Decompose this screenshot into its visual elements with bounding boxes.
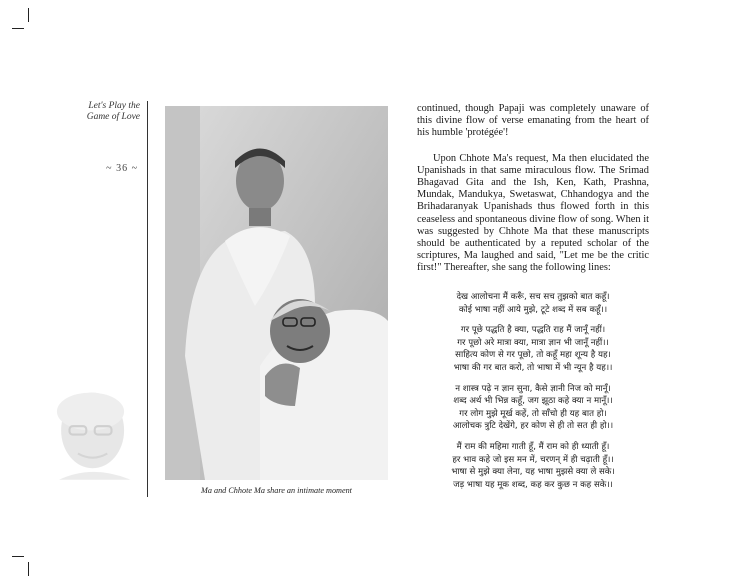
faded-portrait-image — [38, 380, 143, 485]
verse-line: गर पूछो अरे मात्रा क्या, मात्रा ज्ञान भी जानूँ नहीं।। — [457, 337, 609, 348]
crop-mark — [28, 8, 29, 22]
running-title — [60, 101, 140, 123]
paragraph: continued, though Papaji was completely unaware of this divine flow of verse emanating from the heart of his humble 'protégée'! — [417, 103, 649, 139]
verse-line: गर पूछे पद्धति है क्या, पद्धति राह मैं जानूँ नहीं। — [460, 325, 606, 336]
page-number: ~ 36 ~ — [106, 163, 138, 174]
verse-line: शब्द अर्थ भी भिन्न कहूँ, जग झूठा कहे क्या न मानूँ।। — [453, 396, 613, 407]
verse-line: भाषा से मुझे क्या लेना, यह भाषा मुझसे क्या ले सके। — [451, 467, 615, 478]
verse-line: गर लोग मुझे मूर्ख कहें, तो साँचो ही यह बात हो। — [459, 408, 607, 419]
verse-line: जड़ भाषा यह मूक शब्द, कह कर कुछ न कह सके।। — [453, 479, 613, 490]
verse-stanza — [417, 291, 649, 316]
crop-mark — [12, 28, 24, 29]
running-title-line: Game of Love — [86, 112, 140, 122]
verse-line: मैं राम की महिमा गाती हूँ, मैं राम को ही ध्याती हूँ। — [456, 441, 610, 452]
running-title-line: Let's Play the — [88, 101, 140, 111]
verse-stanza — [417, 441, 649, 491]
crop-mark — [28, 562, 29, 576]
verse-line: हर भाव कहे जो इस मन में, चरणन् में ही चढ़ाती हूँ।। — [452, 454, 614, 465]
verse-line: न शास्त्र पढ़े न ज्ञान सुना, कैसे ज्ञानी निज को मानूँ। — [455, 383, 611, 394]
column-divider — [147, 101, 148, 497]
paragraph: Upon Chhote Ma's request, Ma then elucidated the Upanishads in that same miraculous flow. The Srimad Bhagavad Gita and the Ish, Ken, Kath, Prashna, Mundak, Mandukya, Swetaswat, Chhandogya and the Brihadaranyak Upanishads thus flowed forth in this ceaseless and spontaneous divine flow of song. When it was suggested by Chhote Ma that these manuscripts should be authenticated by a reputed scholar of the scriptures, Ma laughed and said, "Let me be the critic first!" Thereafter, she sang the following lines: — [417, 152, 649, 274]
hindi-verses — [417, 291, 649, 499]
photograph — [165, 106, 388, 480]
verse-stanza — [417, 383, 649, 433]
figure-caption: Ma and Chhote Ma share an intimate moment — [201, 486, 352, 495]
crop-mark — [12, 556, 24, 557]
verse-line: आलोचक त्रुटि देखेंगे, हर कोण से ही तो सत ही हो।। — [452, 421, 614, 432]
verse-line: भाषा की गर बात करो, तो भाषा में भी न्यून है यह।। — [453, 362, 613, 373]
body-text — [417, 103, 649, 282]
verse-stanza — [417, 324, 649, 374]
verse-line: कोई भाषा नहीं आये मुझे, टूटे शब्द में सब कहूँ।। — [458, 304, 608, 315]
verse-line: देख आलोचना मैं करूँ, सच सच तुझको बात कहूँ। — [456, 292, 610, 302]
verse-line: साहित्य कोण से गर पूछो, तो कहूँ महा शून्य है यह। — [455, 350, 611, 361]
